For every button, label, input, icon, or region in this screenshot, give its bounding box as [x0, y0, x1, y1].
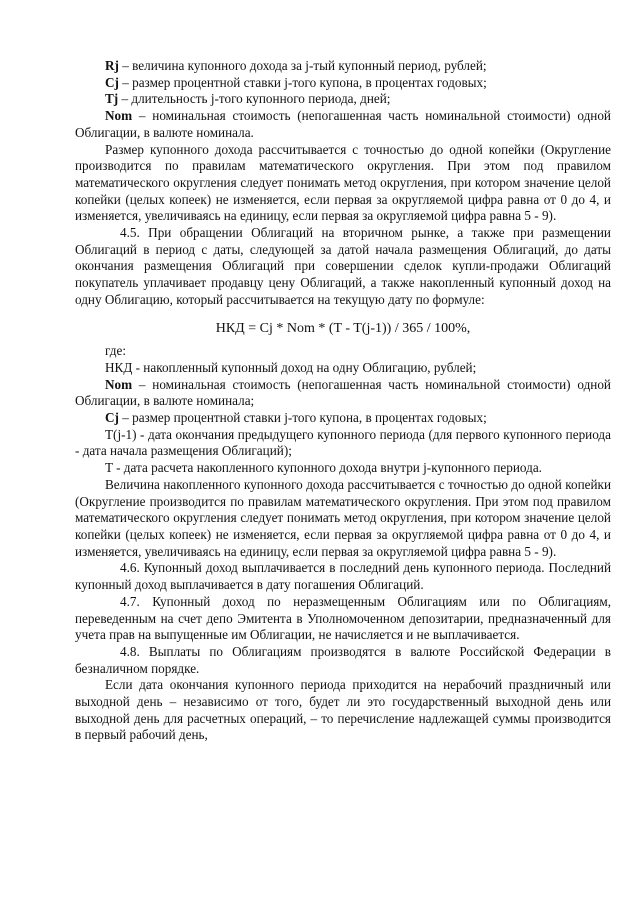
definition-nom	[75, 108, 611, 141]
definition-text: – номинальная стоимость (непогашенная часть номинальной стоимости) одной Облигации, в валюте номинала;	[75, 376, 611, 409]
definition-tj	[75, 91, 611, 108]
paragraph-4-7: 4.7. Купонный доход по неразмещенным Облигациям или по Облигациям, переведенным на счет депо Эмитента в Уполномоченном депозитарии, предназначенный для учета прав на выпущенные им Облигации, не начисляется и не выплачивается.	[75, 593, 611, 643]
definition-term: Cj	[105, 74, 119, 90]
paragraph-holiday: Если дата окончания купонного периода приходится на нерабочий праздничный или выходной день – независимо от того, будет ли это государственный выходной день или выходной день для расчетных операций, – то перечисление надлежащей суммы производится в первый рабочий день,	[75, 677, 611, 743]
definition-nom-2	[75, 377, 611, 410]
definition-cj-2	[75, 410, 611, 427]
definition-text: – размер процентной ставки j-того купона, в процентах годовых;	[118, 410, 487, 426]
where-label: где:	[105, 343, 126, 359]
definition-text: – номинальная стоимость (непогашенная часть номинальной стоимости) одной Облигации, в валюте номинала.	[75, 108, 611, 140]
definition-term: Rj	[105, 58, 119, 73]
paragraph-4-6: 4.6. Купонный доход выплачивается в последний день купонного периода. Последний купонный доход выплачивается в дату погашения Облигаций.	[75, 560, 611, 593]
definition-text: – величина купонного дохода за j-тый купонный период, рублей;	[118, 58, 487, 73]
definition-text: T - дата расчета накопленного купонного дохода внутри j-купонного периода.	[105, 460, 542, 476]
definition-t-prev	[75, 427, 611, 460]
definition-term: Cj	[105, 410, 119, 426]
formula-nkd: НКД = Cj * Nom * (T - T(j-1)) / 365 / 100%,	[215, 320, 471, 336]
definition-text: – размер процентной ставки j-того купона, в процентах годовых;	[118, 74, 487, 90]
definition-term: Nom	[105, 376, 133, 392]
definition-nkd	[75, 360, 611, 377]
definition-cj	[75, 75, 611, 92]
paragraph-4-5: 4.5. При обращении Облигаций на вторичном рынке, а также при размещении Облигаций в период с даты, следующей за датой начала размещения Облигаций, до даты окончания размещения Облигаций при совершении сделок купли-продажи Облигаций покупатель уплачивает продавцу цену Облигаций, а также накопленный купонный доход на одну Облигацию, который рассчитывается на текущую дату по формуле:	[75, 225, 611, 307]
definition-text: – длительность j-того купонного периода, дней;	[118, 91, 391, 107]
definition-term: Tj	[105, 91, 119, 107]
paragraph-4-8: 4.8. Выплаты по Облигациям производятся в валюте Российской Федерации в безналичном порядке.	[75, 643, 611, 676]
paragraph-accrued-rounding: Величина накопленного купонного дохода рассчитывается с точностью до одной копейки (Округление производится по правилам математического округления. При этом под правилом математического округления следует понимать метод округления, при котором значение целой копейки (целых копеек) не изменяется, если первая за округляемой цифра равна от 0 до 4, и изменяется, увеличиваясь на единицу, если первая за округляемой цифра равна 5 - 9).	[75, 476, 611, 559]
definition-rj	[75, 58, 611, 75]
definition-term: T(j-1)	[105, 426, 137, 442]
definition-t	[75, 460, 611, 477]
definition-term: Nom	[105, 108, 133, 124]
document-page	[75, 58, 611, 744]
paragraph-coupon-rounding: Размер купонного дохода рассчитывается с точностью до одной копейки (Округление производится по правилам математического округления. При этом под правилом математического округления следует понимать метод округления, при котором значение целой копейки (целых копеек) не изменяется, если первая за округляемой цифра равна от 0 до 4, и изменяется, увеличиваясь на единицу, если первая за округляемой цифра равна 5 - 9).	[75, 141, 611, 224]
definition-text: НКД - накопленный купонный доход на одну Облигацию, рублей;	[105, 359, 477, 375]
definition-text: - дата окончания предыдущего купонного периода (для первого купонного периода - дата начала размещения Облигаций);	[75, 426, 611, 459]
